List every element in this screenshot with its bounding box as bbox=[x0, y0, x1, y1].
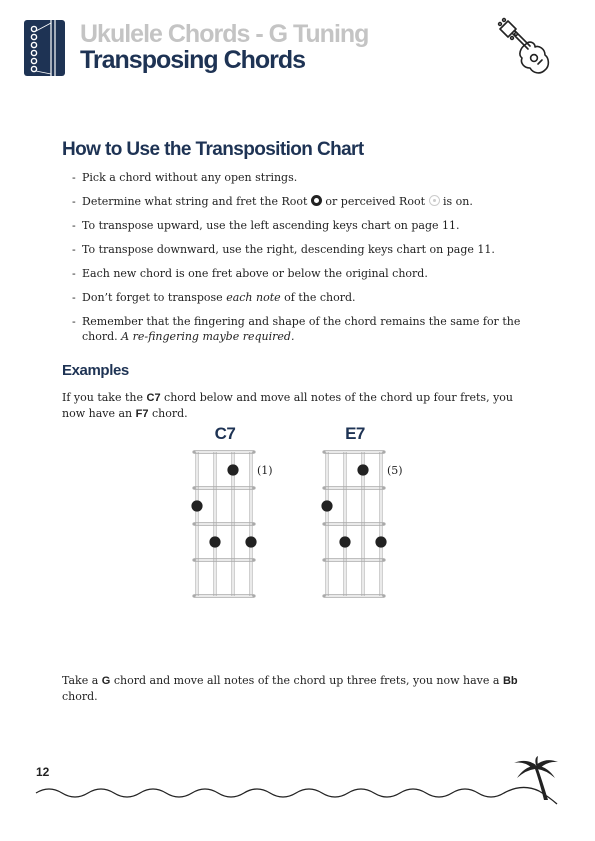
finger-dot bbox=[357, 464, 368, 475]
finger-dot bbox=[321, 500, 332, 511]
page-title: Transposing Chords bbox=[80, 46, 306, 74]
fret-end bbox=[252, 450, 255, 453]
list-item: - Each new chord is one fret above or below the original chord. bbox=[72, 266, 532, 281]
fret-end bbox=[382, 486, 385, 489]
fret-end bbox=[252, 522, 255, 525]
fret-end bbox=[252, 486, 255, 489]
fret-end bbox=[322, 486, 325, 489]
chord-diagram-c7 bbox=[190, 424, 290, 638]
fret-end bbox=[322, 594, 325, 597]
list-item: - Pick a chord without any open strings. bbox=[72, 170, 532, 185]
fret-end bbox=[192, 522, 195, 525]
fret-end bbox=[192, 450, 195, 453]
chord-name: C7 bbox=[214, 424, 236, 443]
list-item: - To transpose downward, use the right, descending keys chart on page 11. bbox=[72, 242, 532, 257]
perceived-root-marker-icon bbox=[429, 195, 440, 206]
fret-end bbox=[322, 558, 325, 561]
fret-end bbox=[252, 594, 255, 597]
finger-dot bbox=[339, 536, 350, 547]
list-item: - Determine what string and fret the Root or perceived Root is on. bbox=[72, 194, 532, 209]
section-heading: How to Use the Transposition Chart bbox=[62, 139, 364, 160]
finger-dot bbox=[191, 500, 202, 511]
fretboard-logo-icon bbox=[24, 20, 65, 76]
finger-dot bbox=[245, 536, 256, 547]
palm-tree-icon bbox=[510, 756, 562, 802]
series-title: Ukulele Chords - G Tuning bbox=[80, 20, 369, 48]
finger-dot bbox=[227, 464, 238, 475]
ukulele-icon bbox=[495, 17, 555, 77]
list-item: - To transpose upward, use the left ascending keys chart on page 11. bbox=[72, 218, 532, 233]
fret-end bbox=[382, 522, 385, 525]
chord-name: E7 bbox=[345, 424, 365, 443]
finger-dot bbox=[375, 536, 386, 547]
fret-end bbox=[192, 594, 195, 597]
chord-grid bbox=[190, 444, 290, 634]
fret-end bbox=[252, 558, 255, 561]
fret-end bbox=[322, 522, 325, 525]
fret-end bbox=[382, 594, 385, 597]
example-paragraph: If you take the C7 chord below and move all notes of the chord up four frets, you now have an F7 chord. bbox=[62, 391, 513, 420]
root-marker-icon bbox=[311, 195, 322, 206]
finger-dot bbox=[209, 536, 220, 547]
instruction-list bbox=[72, 170, 532, 353]
book-logo bbox=[24, 20, 65, 76]
wave-divider bbox=[34, 783, 560, 809]
fret-end bbox=[192, 486, 195, 489]
chord-diagram-e7 bbox=[320, 424, 420, 638]
list-item: - Don’t forget to transpose each note of the chord. bbox=[72, 290, 532, 305]
fret-end bbox=[192, 558, 195, 561]
chord-grid bbox=[320, 444, 420, 634]
example-paragraph-2: Take a G chord and move all notes of the chord up three frets, you now have a Bb chord. bbox=[62, 674, 518, 703]
page-number: 12 bbox=[36, 765, 50, 779]
examples-heading: Examples bbox=[62, 362, 129, 379]
list-item: - Remember that the fingering and shape of the chord remains the same for the chord. A re-fingering maybe required. bbox=[72, 314, 532, 344]
fret-label: (5) bbox=[387, 464, 403, 477]
fret-label: (1) bbox=[257, 464, 273, 477]
fret-end bbox=[382, 450, 385, 453]
fret-end bbox=[322, 450, 325, 453]
fret-end bbox=[382, 558, 385, 561]
